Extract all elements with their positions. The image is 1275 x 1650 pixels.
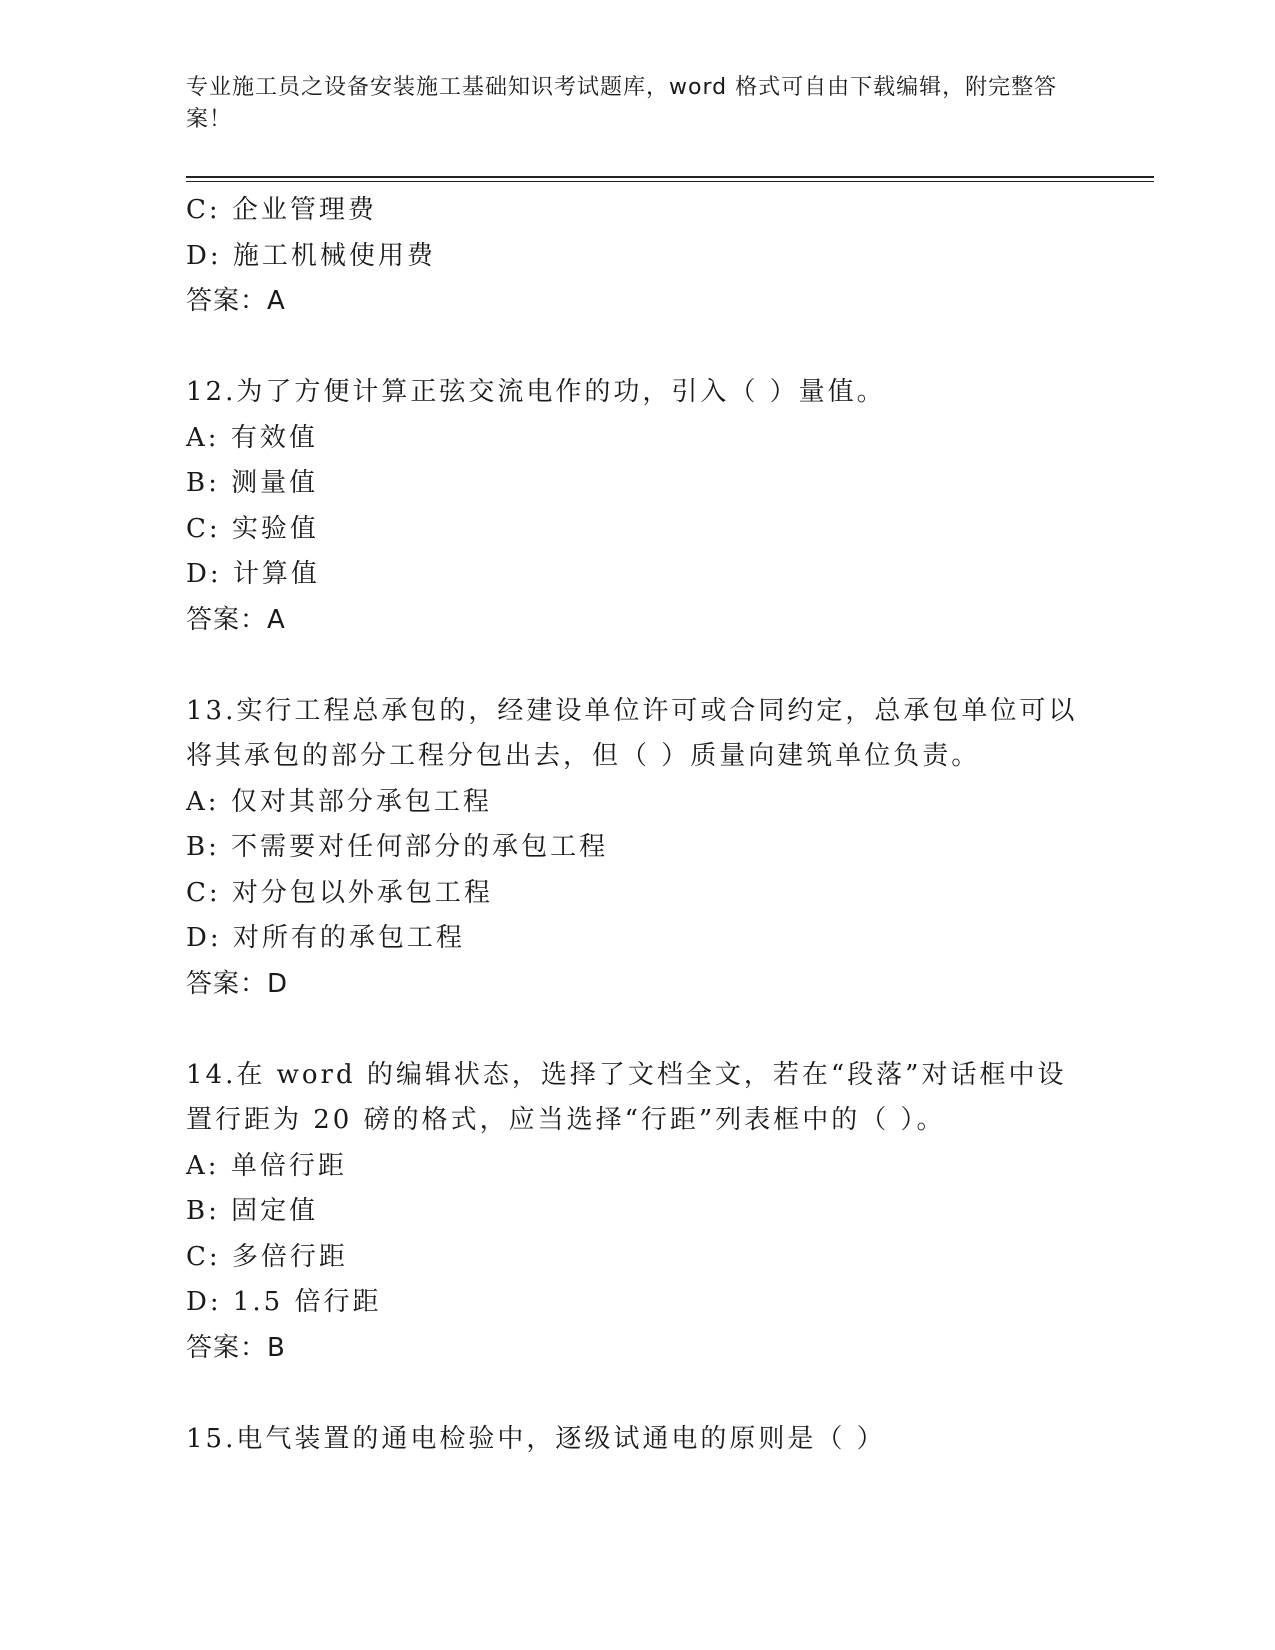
option-text: 施工机械使用费 <box>232 240 436 271</box>
option-letter: D: <box>186 559 222 589</box>
option-line <box>186 916 1106 962</box>
question-stem <box>186 689 1106 735</box>
option-letter: A: <box>186 1150 220 1181</box>
question-number: 14. <box>186 1059 237 1090</box>
option-line <box>186 1144 1106 1190</box>
option-line <box>186 416 1106 462</box>
option-letter: D: <box>186 240 222 271</box>
option-text: 不需要对任何部分的承包工程 <box>231 832 609 862</box>
option-letter: B: <box>186 468 220 498</box>
option-text: 固定值 <box>231 1196 319 1226</box>
option-line <box>186 188 1106 234</box>
option-line <box>186 871 1106 917</box>
question-text: 实行工程总承包的，经建设单位许可或合同约定，总承包单位可以 <box>236 695 1078 726</box>
question-text: 将其承包的部分工程分包出去，但（ ）质量向建筑单位负责。 <box>186 741 981 771</box>
question-number: 15. <box>186 1423 237 1454</box>
option-letter: D: <box>186 923 222 953</box>
question-stem-continued <box>186 1098 1106 1144</box>
answer-label: 答案： <box>186 286 268 316</box>
answer-line <box>186 1326 1106 1372</box>
option-letter: D: <box>186 1287 222 1317</box>
option-text: 对分包以外承包工程 <box>231 877 493 908</box>
option-letter: C: <box>186 195 221 225</box>
option-line <box>186 552 1106 598</box>
question-number: 12. <box>186 377 237 407</box>
option-line <box>186 461 1106 507</box>
option-letter: B: <box>186 1196 220 1226</box>
spacer <box>186 1007 1106 1053</box>
answer-label: 答案： <box>186 968 268 999</box>
option-letter: C: <box>186 1241 221 1272</box>
option-text: 仅对其部分承包工程 <box>230 786 492 817</box>
answer-label: 答案： <box>186 1332 268 1363</box>
option-text: 对所有的承包工程 <box>232 923 465 953</box>
option-letter: B: <box>186 832 220 862</box>
option-line <box>186 1235 1106 1281</box>
question-text: 电气装置的通电检验中，逐级试通电的原则是（ ） <box>236 1423 886 1454</box>
question-stem-continued <box>186 734 1106 780</box>
option-text: 单倍行距 <box>230 1150 347 1181</box>
answer-label: 答案： <box>186 604 268 635</box>
answer-value: A <box>267 604 286 635</box>
option-line <box>186 1189 1106 1235</box>
option-text: 有效值 <box>230 422 318 453</box>
spacer <box>186 643 1106 689</box>
option-line <box>186 1280 1106 1326</box>
option-text: 1.5 倍行距 <box>232 1287 382 1317</box>
option-text: 计算值 <box>232 559 320 589</box>
option-text: 企业管理费 <box>231 195 377 225</box>
header-rule-thick <box>186 176 1154 178</box>
option-letter: A: <box>186 422 220 453</box>
spacer <box>186 1371 1106 1417</box>
option-letter: A: <box>186 786 220 817</box>
question-text: 为了方便计算正弦交流电作的功，引入（ ）量值。 <box>236 377 886 407</box>
answer-line <box>186 279 1106 325</box>
option-text: 测量值 <box>231 468 319 498</box>
answer-value: B <box>267 1332 286 1363</box>
option-line <box>186 780 1106 826</box>
header-rule-thin <box>186 181 1154 182</box>
question-stem <box>186 1053 1106 1099</box>
page-header: 专业施工员之设备安装施工基础知识考试题库，word 格式可自由下载编辑，附完整答案！ <box>186 75 1058 132</box>
answer-line <box>186 962 1106 1008</box>
question-stem <box>186 1417 1106 1463</box>
question-stem <box>186 370 1106 416</box>
answer-line <box>186 598 1106 644</box>
question-text: 置行距为 20 磅的格式，应当选择“行距”列表框中的（ ）。 <box>186 1105 946 1135</box>
option-line <box>186 825 1106 871</box>
answer-value: D <box>267 968 289 999</box>
question-text: 在 word 的编辑状态，选择了文档全文，若在“段落”对话框中设 <box>236 1059 1067 1090</box>
answer-value: A <box>267 286 286 316</box>
option-letter: C: <box>186 877 221 908</box>
option-letter: C: <box>186 513 221 544</box>
option-line <box>186 234 1106 280</box>
question-number: 13. <box>186 695 237 726</box>
option-text: 多倍行距 <box>231 1241 348 1272</box>
option-text: 实验值 <box>231 513 319 544</box>
option-line <box>186 507 1106 553</box>
question-content <box>186 188 1106 1462</box>
spacer <box>186 325 1106 371</box>
